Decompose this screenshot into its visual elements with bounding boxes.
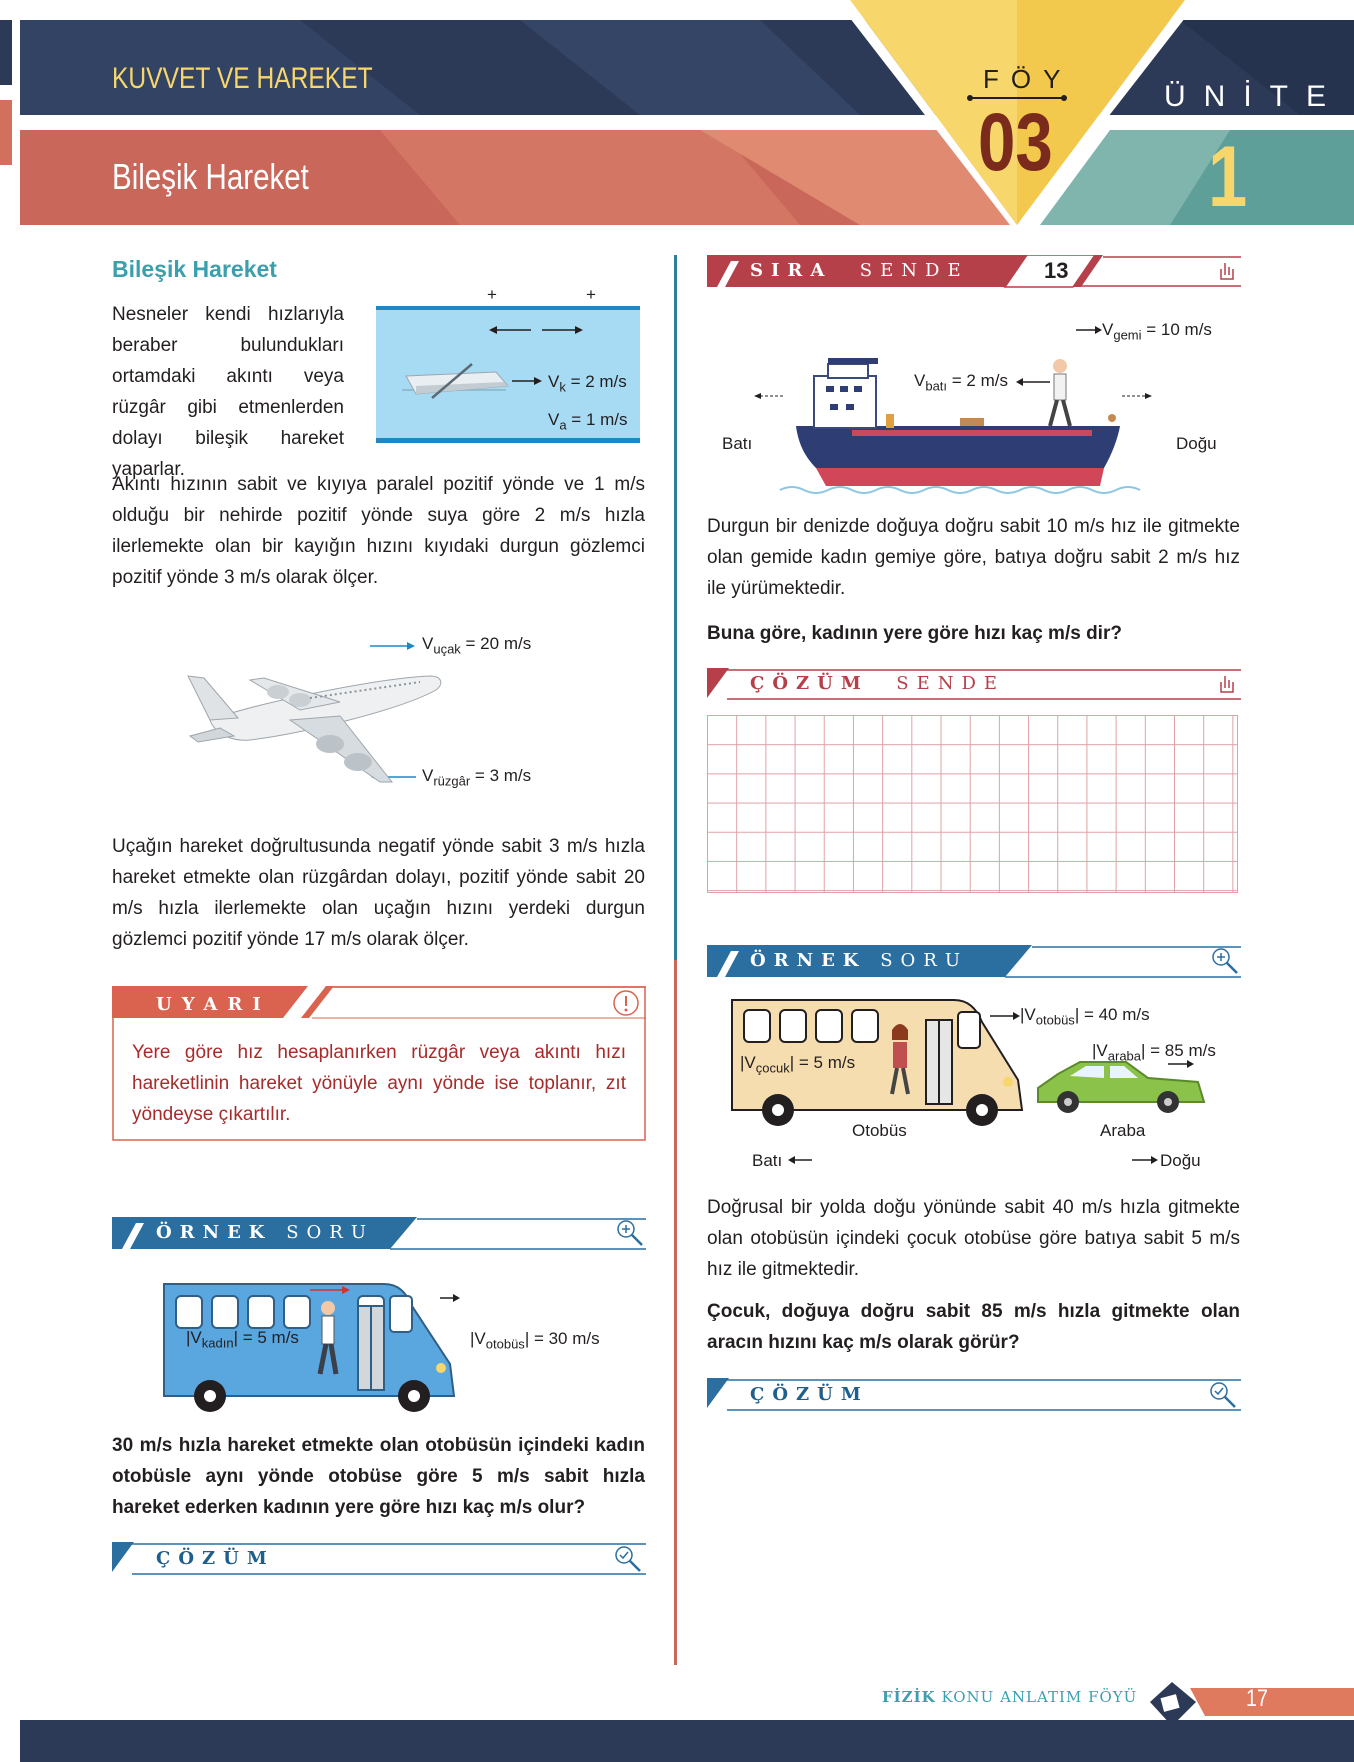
v-bati-label: $V_{batı} = 2$ m/s: [914, 371, 1008, 394]
right-solution-label: ÇÖZÜM: [750, 1384, 869, 1405]
column-divider-lower: [674, 960, 677, 1665]
foy-label: FÖY: [983, 64, 1073, 94]
page-number: 17: [1246, 1685, 1268, 1712]
ship-west-label: Batı: [722, 434, 753, 453]
magnifier-check-icon: [1211, 1383, 1235, 1407]
right-example-label: ÖRNEK SORU: [750, 950, 969, 971]
left-solution-label: ÇÖZÜM: [156, 1548, 275, 1569]
bus-name-label: Otobüs: [852, 1121, 907, 1140]
car-name-label: Araba: [1100, 1121, 1146, 1140]
v-gemi-label: $V_{gemi} = 10$ m/s: [1102, 320, 1212, 343]
v-bus-right-label: $|V_{otobüs}| = 40$ m/s: [1020, 1005, 1150, 1028]
v-kadin-label: $|V_{kadın}| = 5$ m/s: [186, 1328, 299, 1351]
left-heading: Bileşik Hareket: [112, 256, 277, 282]
v-car-label: $|V_{araba}| = 85$ m/s: [1092, 1041, 1216, 1064]
sira-sende-paragraph: Durgun bir denizde doğuya doğru sabit 10 m/s hız ile gitmekte olan gemide kadın gemiye göre, batıya doğru sabit 2 m/s hız ile yürümektedir.: [707, 516, 1240, 599]
footer-brand: FİZİK KONU ANLATIM FÖYÜ: [882, 1688, 1138, 1706]
v-plane-label: $V_{uçak} = 20$ m/s: [422, 634, 532, 657]
magnifier-check-icon: [616, 1547, 640, 1571]
section-title: Bileşik Hareket: [112, 156, 309, 197]
plus-left-label: +: [487, 285, 497, 304]
right-example-question: Çocuk, doğuya doğru sabit 85 m/s hızla gitmekte olan aracın hızını kaç m/s olarak görür?: [707, 1301, 1240, 1353]
v-wind-label: $V_{rüzgâr} = 3$ m/s: [422, 766, 532, 789]
answer-grid[interactable]: [707, 715, 1238, 893]
plane-paragraph: Uçağın hareket doğrultusunda negatif yönde sabit 3 m/s hızla hareket etmekte olan rüzgârdan dolayı, pozitif yönde sabit 20 m/s hızla ilerlemekte olan uçağın hızını yerdeki durgun gözlemci pozitif yönde 17 m/s olarak ölçer.: [112, 836, 645, 950]
hand-pointer-icon: [1221, 263, 1233, 279]
solution-sende-label: ÇÖZÜM SENDE: [750, 673, 1006, 694]
vk-label: $V_k = 2$ m/s: [548, 372, 627, 395]
river-paragraph: Akıntı hızının sabit ve kıyıya paralel pozitif yönde ve 1 m/s olduğu bir nehirde pozitif yönde suya göre 2 m/s hızla ilerlemekte olan bir kayığın hızını kıyıdaki durgun gözlemci pozitif yönde 3 m/s olarak ölçer.: [112, 474, 645, 588]
plus-right-label: +: [586, 285, 596, 304]
va-label: $V_a = 1$ m/s: [548, 410, 628, 433]
unite-number: 1: [1208, 129, 1248, 225]
ship-east-label: Doğu: [1176, 434, 1217, 453]
intro-paragraph: Nesneler kendi hızlarıyla beraber bulundukları ortamdaki akıntı veya rüzgâr gibi etmenlerden dolayı bileşik hareket yaparlar.: [112, 304, 344, 480]
left-example-question: 30 m/s hızla hareket etmekte olan otobüsün içindeki kadın otobüsle aynı yönde otobüse göre 5 m/s sabit hızla hareket ederken kadının yere göre hızı kaç m/s olur?: [112, 1435, 645, 1518]
warning-title: UYARI: [156, 994, 271, 1015]
warning-text: Yere göre hız hesaplanırken rüzgâr veya akıntı hızı hareketlinin hareket yönüyle aynı yönde ise toplanır, zıt yöndeyse çıkartılır.: [132, 1042, 626, 1125]
v-child-label: $|V_{çocuk}| = 5$ m/s: [740, 1053, 856, 1076]
unite-label: ÜNİTE: [1164, 80, 1344, 113]
ship-illustration: [720, 318, 1160, 498]
bus-west-label: Batı: [752, 1151, 783, 1170]
bus-east-label: Doğu: [1160, 1151, 1201, 1170]
right-example-paragraph: Doğrusal bir yolda doğu yönünde sabit 40 m/s hızla gitmekte olan otobüsün içindeki çocuk otobüse göre batıya sabit 5 m/s hız ile gitmektedir.: [707, 1197, 1240, 1280]
hand-pointer-icon: [1221, 676, 1233, 692]
sira-sende-question: Buna göre, kadının yere göre hızı kaç m/s dir?: [707, 623, 1122, 644]
foy-number: 03: [978, 97, 1053, 188]
magnifier-plus-icon: [1213, 949, 1237, 973]
unit-topic: KUVVET VE HAREKET: [112, 62, 373, 95]
bus-car-illustration: [728, 990, 1228, 1170]
v-bus-label: $|V_{otobüs}| = 30$ m/s: [470, 1329, 600, 1352]
sira-sende-label: SIRA SENDE: [750, 260, 969, 281]
example-ribbon-label: ÖRNEK SORU: [156, 1222, 375, 1243]
footer-background: [0, 1676, 1354, 1762]
sira-sende-number: 13: [1044, 258, 1069, 283]
magnifier-plus-icon: [618, 1221, 642, 1245]
